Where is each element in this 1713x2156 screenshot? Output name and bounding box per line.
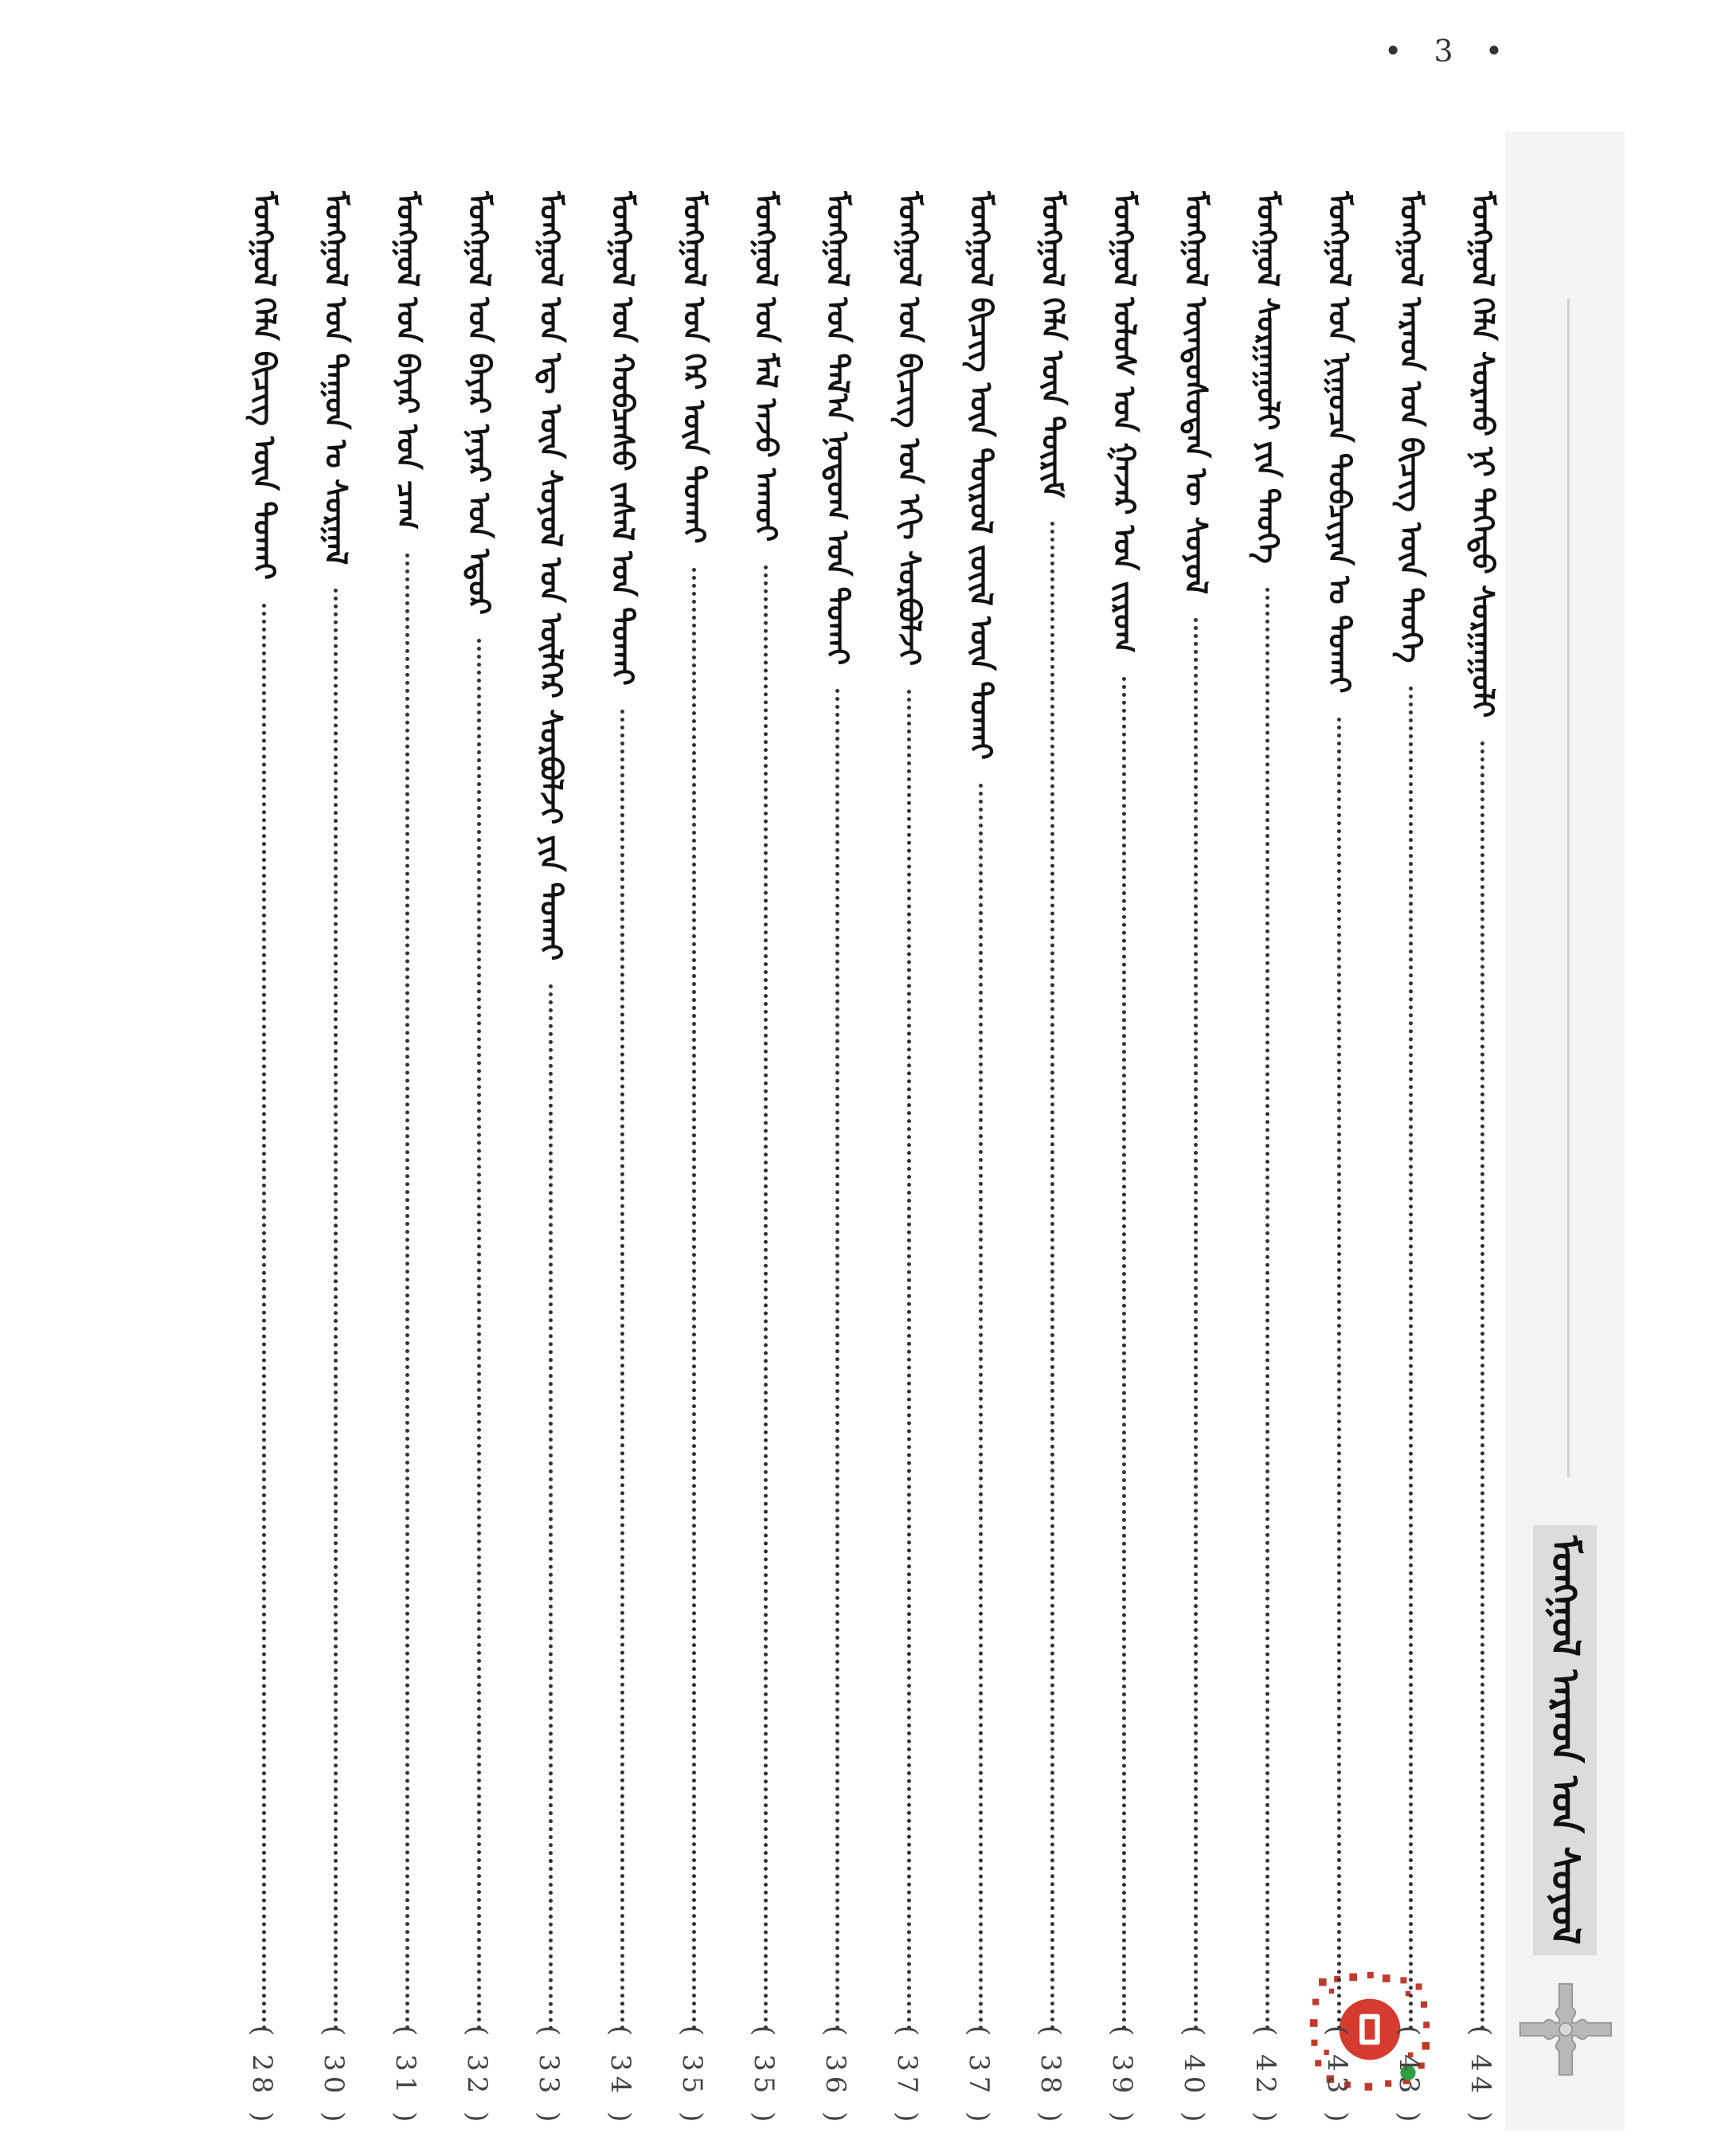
toc-entry-title: ᠮᠣᠩᠭᠣᠯ ᠤᠨ ᠳᠠᠭᠤᠨ ᠤ ᠰᠤᠷᠭᠠᠯ bbox=[319, 191, 354, 565]
toc-entry-page: ( 35 ) bbox=[676, 2025, 708, 2127]
toc-dot-leader bbox=[764, 565, 776, 2031]
toc-entry[interactable] bbox=[243, 191, 299, 2127]
toc-dot-leader bbox=[835, 689, 847, 2031]
toc-dot-leader bbox=[1337, 718, 1349, 2031]
toc-entry[interactable] bbox=[530, 191, 585, 2127]
toc-entry[interactable] bbox=[601, 191, 657, 2127]
toc-entry-title: ᠮᠣᠩᠭᠣᠯ ᠤᠨ ᠲᠠᠯ᠎ᠠ ᠨᠤᠲᠤᠭ ᠤᠨ ᠲᠤᠬᠠᠢ bbox=[820, 191, 855, 666]
toc-entry-title: ᠮᠣᠩᠭᠣᠯ ᠬᠡᠯᠡ ᠰᠤᠷᠬᠤ ᠨᠢ ᠳᠡᠭᠡᠳᠦ ᠰᠤᠷᠭᠠᠭᠤᠯᠢ bbox=[1465, 191, 1500, 718]
toc-entry-page: ( 38 ) bbox=[1034, 2025, 1066, 2127]
toc-entry-title: ᠮᠣᠩᠭᠣᠯ ᠪᠢᠴᠢᠭ ᠦᠨ ᠲᠦᠷᠦᠯ ᠵᠦᠢᠯ ᠦᠨ ᠲᠤᠬᠠᠢ bbox=[964, 191, 999, 760]
toc-entry-title: ᠮᠣᠩᠭᠣᠯ ᠤᠯᠤᠰ ᠤᠨ ᠭᠠᠵᠠᠷ ᠤᠨ ᠵᠢᠷᠤᠭ bbox=[1107, 191, 1142, 653]
toc-entry-title: ᠮᠣᠩᠭᠣᠯ ᠤᠨ ᠪᠠᠶᠠᠷ ᠤᠨ ᠴᠠᠭ bbox=[390, 191, 425, 530]
toc-entry[interactable] bbox=[1246, 191, 1302, 2127]
toc-dot-leader bbox=[907, 690, 919, 2031]
toc-entry[interactable] bbox=[816, 191, 872, 2127]
toc-dot-leader bbox=[1122, 677, 1134, 2031]
toc-entry-page: ( 30 ) bbox=[318, 2025, 350, 2127]
toc-entry-page: ( 42 ) bbox=[1250, 2025, 1281, 2127]
toc-entry-page: ( 39 ) bbox=[1106, 2025, 1138, 2127]
toc-entry-page: ( 43 ) bbox=[1321, 2025, 1353, 2127]
toc-entry-title: ᠮᠣᠩᠭᠣᠯ ᠦᠨᠳᠦᠰᠦᠲᠡᠨ ᠦ ᠰᠣᠶᠣᠯ bbox=[1179, 191, 1214, 595]
toc-entry[interactable] bbox=[386, 191, 442, 2127]
toc-entry-page: ( 43 ) bbox=[1393, 2025, 1425, 2127]
toc-dot-leader bbox=[549, 984, 561, 2031]
toc-entry[interactable] bbox=[673, 191, 729, 2127]
toc-entry-page: ( 32 ) bbox=[461, 2025, 493, 2127]
toc-entry[interactable] bbox=[1390, 191, 1445, 2127]
toc-entry-page: ( 31 ) bbox=[389, 2025, 421, 2127]
toc-entry-page: ( 44 ) bbox=[1465, 2025, 1496, 2127]
side-divider-line bbox=[1567, 299, 1570, 1477]
toc-entry-title: ᠮᠣᠩᠭᠣᠯ ᠤᠨ ᠨᠢᠭᠤᠴᠠ ᠲᠣᠪᠴᠢᠶᠠᠨ ᠤ ᠲᠤᠬᠠᠢ bbox=[1322, 191, 1357, 694]
toc-entry[interactable] bbox=[1031, 191, 1087, 2127]
toc-entry-title: ᠮᠣᠩᠭᠣᠯ ᠠᠷᠠᠳ ᠤᠨ ᠪᠢᠴᠢᠭ ᠦᠨ ᠲᠡᠦᠬᠡ bbox=[1394, 191, 1429, 663]
toc-entry[interactable] bbox=[1318, 191, 1374, 2127]
toc-entry[interactable] bbox=[458, 191, 514, 2127]
toc-entry-page: ( 33 ) bbox=[533, 2025, 565, 2127]
page-number: • 3 • bbox=[1384, 33, 1515, 68]
toc-entry-title: ᠮᠣᠩᠭᠣᠯ ᠤᠨ ᠡᠳ᠋ ᠦᠨ ᠰᠣᠶᠣᠯ ᠤᠨ ᠦᠯᠭᠡᠷ ᠰᠤᠷᠪᠤᠯᠵᠢ ᠶᠢᠨ ᠲᠤᠬᠠᠢ bbox=[534, 191, 569, 961]
toc-dot-leader bbox=[334, 589, 346, 2031]
header-title-box bbox=[1533, 1525, 1597, 1955]
toc-dot-leader bbox=[979, 784, 991, 2031]
toc-entry-page: ( 34 ) bbox=[604, 2025, 636, 2127]
toc-entry-page: ( 37 ) bbox=[891, 2025, 923, 2127]
toc-entry[interactable] bbox=[315, 191, 370, 2127]
toc-entry[interactable] bbox=[1461, 191, 1517, 2127]
cross-ornament-icon bbox=[1512, 1975, 1620, 2084]
toc-entry[interactable] bbox=[960, 191, 1015, 2127]
toc-dot-leader bbox=[1265, 588, 1277, 2031]
header-title: ᠮᠣᠩᠭᠣᠯ ᠠᠷᠠᠳ ᠤᠨ ᠰᠣᠶᠣᠯ bbox=[1543, 1536, 1587, 1945]
toc-entry-page: ( 40 ) bbox=[1178, 2025, 1210, 2127]
toc-dot-leader bbox=[1194, 618, 1206, 2031]
toc-entry-title: ᠮᠣᠩᠭᠣᠯ ᠤᠨ ᠮᠠᠯ ᠠᠵᠤ ᠠᠬᠤᠢ bbox=[749, 191, 784, 542]
toc-entry-title: ᠮᠣᠩᠭᠣᠯ ᠬᠡᠯᠡ ᠦᠨ ᠳᠦᠷᠢᠮ bbox=[1035, 191, 1070, 499]
toc-dot-leader bbox=[692, 568, 704, 2031]
toc-entry-title: ᠮᠣᠩᠭᠣᠯ ᠤᠨ ᠬᠤᠪᠴᠠᠰᠤ ᠵᠠᠰᠠᠯ ᠤᠨ ᠲᠤᠬᠠᠢ bbox=[605, 191, 640, 686]
toc-dot-leader bbox=[405, 554, 417, 2031]
toc-dot-leader bbox=[1480, 741, 1492, 2031]
toc-entry-page: ( 37 ) bbox=[963, 2025, 995, 2127]
toc-entry[interactable] bbox=[888, 191, 944, 2127]
toc-entry-page: ( 35 ) bbox=[748, 2025, 780, 2127]
toc-entry[interactable] bbox=[1103, 191, 1159, 2127]
toc-dot-leader bbox=[262, 604, 274, 2031]
toc-entry[interactable] bbox=[1175, 191, 1230, 2127]
toc-dot-leader bbox=[477, 639, 489, 2031]
toc-entry-title: ᠮᠣᠩᠭᠣᠯ ᠤᠨ ᠭᠡᠷ ᠦᠨ ᠲᠤᠬᠠᠢ bbox=[677, 191, 712, 544]
toc-entry-title: ᠮᠣᠩᠭᠣᠯ ᠬᠡᠯᠡ ᠪᠢᠴᠢᠭ ᠦᠨ ᠲᠤᠬᠠᠢ bbox=[247, 191, 282, 580]
toc-entry-title: ᠮᠣᠩᠭᠣᠯ ᠰᠤᠷᠭᠠᠭᠤᠯᠢ ᠶᠢᠨ ᠲᠡᠦᠬᠡ bbox=[1250, 191, 1285, 564]
toc-dot-leader bbox=[620, 710, 632, 2031]
toc-dot-leader bbox=[1409, 687, 1421, 2031]
toc-entry-title: ᠮᠣᠩᠭᠣᠯ ᠤᠨ ᠪᠢᠴᠢᠭ ᠤᠨ ᠡᠬᠢ ᠰᠤᠷᠪᠤᠯᠵᠢ bbox=[892, 191, 927, 667]
toc-entry[interactable] bbox=[745, 191, 800, 2127]
toc-entry-page: ( 36 ) bbox=[819, 2025, 851, 2127]
toc-dot-leader bbox=[1050, 522, 1062, 2031]
toc-entry-page: ( 28 ) bbox=[246, 2025, 278, 2127]
toc-entry-title: ᠮᠣᠩᠭᠣᠯ ᠤᠨ ᠪᠠᠶᠠᠷ ᠨᠠᠶᠠᠷ ᠤᠨ ᠡᠳᠦᠷ bbox=[462, 191, 497, 615]
